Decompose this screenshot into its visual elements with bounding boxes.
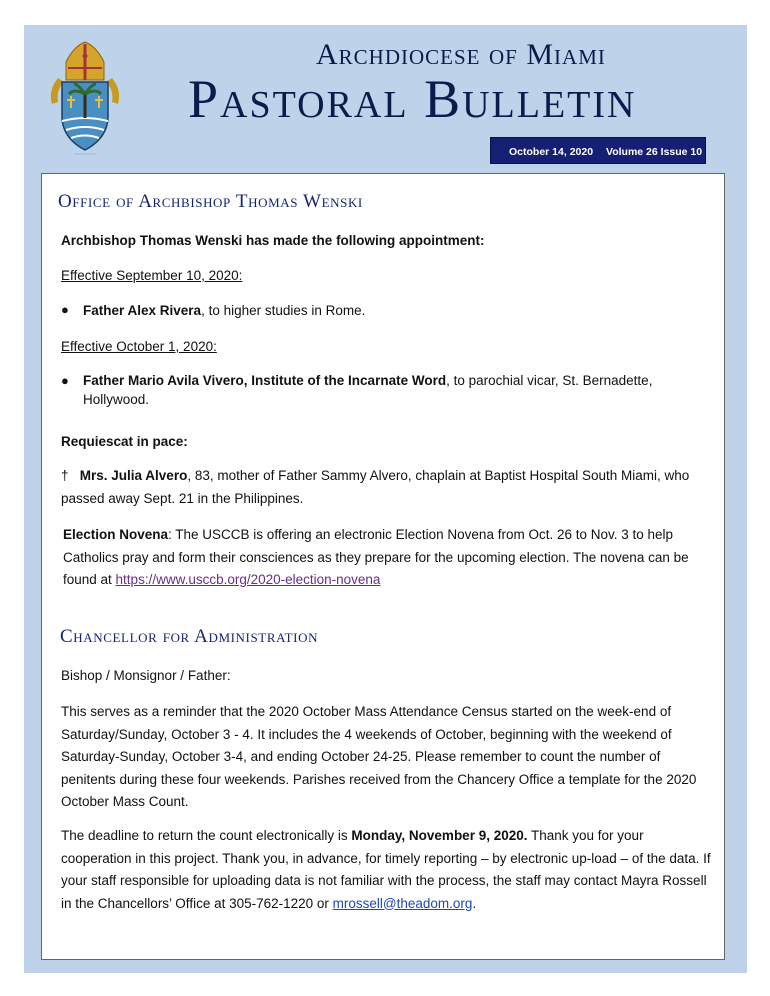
appointment-item-2 bbox=[83, 371, 708, 409]
novena-heading: Election Novena bbox=[63, 527, 169, 542]
rip-entry bbox=[61, 465, 711, 510]
election-novena-paragraph bbox=[63, 524, 711, 592]
deadline-paragraph bbox=[61, 825, 711, 915]
novena-link[interactable]: https://www.usccb.org/2020-election-novena bbox=[115, 572, 381, 587]
appointment-intro: Archbishop Thomas Wenski has made the following appointment: bbox=[61, 233, 485, 248]
deadline-end: . bbox=[472, 895, 477, 911]
effective-date-2: Effective October 1, 2020: bbox=[61, 339, 217, 354]
appointee-name: Father Alex Rivera bbox=[83, 303, 202, 318]
issue-date: October 14, 2020 bbox=[509, 146, 594, 158]
cross-icon: † bbox=[61, 468, 69, 483]
section-title-chancellor: Chancellor for Administration bbox=[60, 626, 319, 647]
section-title-office: Office of Archbishop Thomas Wenski bbox=[58, 191, 363, 212]
bullet-icon: ● bbox=[61, 373, 69, 388]
appointee-detail: , to higher studies in Rome. bbox=[201, 303, 366, 318]
appointment-item-1 bbox=[83, 301, 708, 320]
rip-detail: , 83, mother of Father Sammy Alvero, chaplain at Baptist Hospital South Miami, who passed away Sept. 21 in the Philippines. bbox=[61, 468, 690, 506]
rip-heading: Requiescat in pace: bbox=[61, 434, 188, 449]
novena-text: : The USCCB is offering an electronic Election Novena from Oct. 26 to Nov. 3 to help Catholics pray and form their consciences as they prepare for the upcoming election. The novena can be found at bbox=[63, 527, 689, 587]
issue-volume: Volume 26 Issue 10 bbox=[606, 146, 703, 158]
email-link[interactable]: mrossell@theadom.org bbox=[332, 895, 473, 911]
salutation: Bishop / Monsignor / Father: bbox=[61, 668, 231, 683]
census-reminder-paragraph: This serves as a reminder that the 2020 October Mass Attendance Census started on the week-end of Saturday/Sunday, October 3 - 4. It includes the 4 weekends of October, beginning with the weekend of Saturday-Sunday, October 3-4, and ending October 24-25. Please remember to count the number of penitents during these four weekends. Parishes received from the Chancery Office a template for the 2020 October Mass Count. bbox=[61, 704, 697, 809]
bulletin-title: Pastoral Bulletin bbox=[188, 69, 637, 129]
effective-date-1: Effective September 10, 2020: bbox=[61, 268, 243, 283]
issue-band bbox=[490, 137, 706, 164]
deadline-date: Monday, November 9, 2020. bbox=[351, 828, 528, 843]
publisher-title: Archdiocese of Miami bbox=[316, 38, 606, 71]
appointee-name: Father Mario Avila Vivero, Institute of the Incarnate Word bbox=[83, 373, 447, 388]
appointee-detail: , to parochial vicar, St. Bernadette, Hollywood. bbox=[83, 373, 653, 407]
rip-name: Mrs. Julia Alvero bbox=[79, 468, 188, 483]
deadline-text-rest: Thank you for your cooperation in this project. Thank you, in advance, for timely reporting – by electronic up-load – of the data. If your staff responsible for uploading data is not familiar with the process, the staff may contact Mayra Rossell in the Chancellors’ Office at 305-762-1220 or bbox=[61, 828, 711, 911]
content-panel bbox=[41, 173, 725, 960]
deadline-text: The deadline to return the count electronically is bbox=[61, 828, 352, 843]
bullet-icon: ● bbox=[61, 302, 69, 317]
archdiocese-crest-icon bbox=[44, 38, 126, 160]
